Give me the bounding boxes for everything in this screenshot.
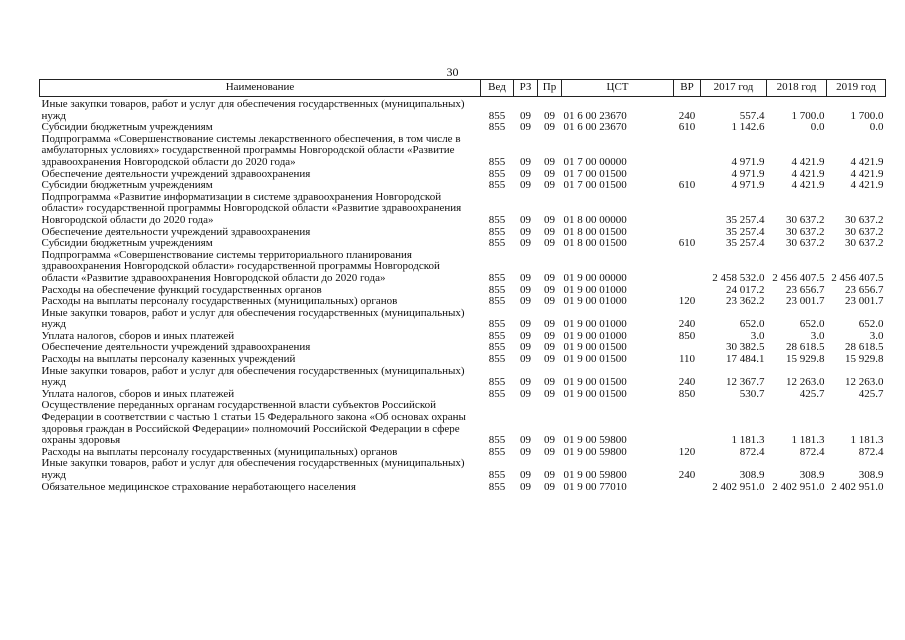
row-cst: 01 9 00 01000	[563, 329, 627, 342]
row-2017: 35 257.4	[726, 213, 765, 226]
row-2019: 308.9	[858, 469, 884, 481]
row-rz: 09	[520, 376, 531, 389]
header-name: Наименование	[40, 80, 481, 97]
row-ved: 855	[488, 318, 506, 331]
row-cst: 01 8 00 01500	[563, 237, 627, 250]
row-pr: 09	[544, 318, 555, 331]
row-rz: 09	[520, 283, 531, 296]
row-2018: 30 637.2	[786, 213, 825, 226]
row-rz: 09	[520, 318, 531, 331]
table-row	[40, 192, 886, 227]
row-2018: 15 929.8	[786, 353, 825, 366]
table-row	[40, 134, 886, 169]
row-2019: 1 700.0	[850, 109, 884, 122]
row-2018: 4 421.9	[791, 155, 825, 168]
row-name: Субсидии бюджетным учреждениям	[41, 237, 213, 250]
row-vr	[674, 250, 701, 285]
row-name: Субсидии бюджетным учреждениям	[41, 179, 213, 192]
row-ved: 855	[488, 179, 506, 192]
row-ved: 855	[488, 434, 506, 447]
row-2017: 4 971.9	[731, 167, 765, 180]
row-cst: 01 9 00 01500	[563, 341, 627, 354]
row-2018: 652.0	[799, 318, 825, 331]
row-rz: 09	[520, 109, 531, 122]
row-vr: 120	[678, 445, 696, 458]
row-2017: 872.4	[739, 445, 765, 458]
row-2018: 23 001.7	[786, 295, 825, 308]
row-pr: 09	[544, 271, 555, 284]
row-pr: 09	[544, 434, 555, 447]
table-row	[40, 97, 886, 123]
row-rz: 09	[520, 387, 531, 400]
row-2019: 30 637.2	[845, 213, 884, 226]
row-2019: 2 402 951.0	[831, 480, 884, 493]
row-2018: 2 456 407.5	[772, 271, 825, 284]
row-cst: 01 9 00 59800	[563, 445, 627, 458]
table-row	[40, 482, 886, 494]
row-2019: 3.0	[869, 329, 884, 342]
row-ved: 855	[488, 329, 506, 342]
row-rz: 09	[520, 480, 531, 493]
row-rz: 09	[520, 155, 531, 168]
table-row	[40, 366, 886, 389]
row-vr: 610	[678, 121, 696, 134]
row-vr: 110	[678, 353, 696, 366]
row-pr: 09	[544, 121, 555, 134]
row-name: Расходы на выплаты персоналу казенных учреждений	[41, 353, 296, 366]
header-cst: ЦСТ	[562, 80, 674, 97]
row-2018: 23 656.7	[786, 283, 825, 296]
row-cst: 01 9 00 59800	[563, 469, 627, 481]
row-rz: 09	[520, 353, 531, 366]
row-rz: 09	[520, 179, 531, 192]
row-name: Иные закупки товаров, работ и услуг для обеспечения государственных (муниципальных) нужд	[41, 306, 465, 331]
row-ved: 855	[488, 155, 506, 168]
row-vr: 610	[678, 237, 696, 250]
table-row	[40, 180, 886, 192]
row-2018: 30 637.2	[786, 225, 825, 238]
row-2018: 28 618.5	[786, 341, 825, 354]
row-cst: 01 7 00 01500	[563, 167, 627, 180]
row-ved: 855	[488, 469, 506, 481]
row-2018: 3.0	[810, 329, 825, 342]
row-2018: 0.0	[810, 121, 825, 134]
row-vr	[674, 482, 701, 494]
row-ved: 855	[488, 295, 506, 308]
row-2019: 652.0	[858, 318, 884, 331]
table-row	[40, 400, 886, 446]
row-vr: 240	[678, 109, 696, 122]
row-cst: 01 7 00 01500	[563, 179, 627, 192]
row-cst: 01 7 00 00000	[563, 155, 627, 168]
budget-table	[39, 79, 886, 493]
row-2019: 4 421.9	[850, 155, 884, 168]
row-pr: 09	[544, 237, 555, 250]
row-vr: 610	[678, 179, 696, 192]
row-pr: 09	[544, 167, 555, 180]
row-ved: 855	[488, 353, 506, 366]
row-cst: 01 9 00 01500	[563, 353, 627, 366]
row-2017: 35 257.4	[726, 237, 765, 250]
row-2018: 1 700.0	[791, 109, 825, 122]
row-vr	[674, 192, 701, 227]
row-ved: 855	[488, 121, 506, 134]
row-name: Иные закупки товаров, работ и услуг для обеспечения государственных (муниципальных) нужд	[41, 364, 465, 389]
row-cst: 01 9 00 01500	[563, 376, 627, 389]
row-2017: 530.7	[739, 387, 765, 400]
row-2017: 35 257.4	[726, 225, 765, 238]
row-rz: 09	[520, 121, 531, 134]
row-2019: 425.7	[858, 387, 884, 400]
row-ved: 855	[488, 271, 506, 284]
row-2017: 1 181.3	[731, 434, 765, 447]
row-2019: 23 001.7	[845, 295, 884, 308]
row-pr: 09	[544, 353, 555, 366]
row-2018: 4 421.9	[791, 167, 825, 180]
row-pr: 09	[544, 155, 555, 168]
row-rz: 09	[520, 225, 531, 238]
row-2018: 872.4	[799, 445, 825, 458]
row-cst: 01 9 00 01000	[563, 283, 627, 296]
row-ved: 855	[488, 167, 506, 180]
row-rz: 09	[520, 237, 531, 250]
row-2019: 872.4	[858, 445, 884, 458]
page-number: 30	[446, 65, 459, 79]
row-name: Расходы на выплаты персоналу государственных (муниципальных) органов	[41, 445, 398, 458]
row-ved: 855	[488, 237, 506, 250]
row-2018: 2 402 951.0	[772, 480, 825, 493]
row-ved: 855	[488, 387, 506, 400]
table-row	[40, 296, 886, 308]
table-row	[40, 458, 886, 481]
row-2018: 4 421.9	[791, 179, 825, 192]
row-vr: 120	[678, 295, 696, 308]
row-name: Обеспечение деятельности учреждений здравоохранения	[41, 167, 311, 180]
row-cst: 01 9 00 01000	[563, 318, 627, 331]
row-vr	[674, 134, 701, 169]
header-ved: Вед	[481, 80, 514, 97]
row-ved: 855	[488, 225, 506, 238]
row-2019: 23 656.7	[845, 283, 884, 296]
row-name: Уплата налогов, сборов и иных платежей	[41, 387, 235, 400]
row-name: Расходы на обеспечение функций государственных органов	[41, 283, 322, 296]
row-rz: 09	[520, 271, 531, 284]
row-2017: 308.9	[739, 469, 765, 481]
row-pr: 09	[544, 213, 555, 226]
row-2018: 1 181.3	[791, 434, 825, 447]
row-2017: 2 402 951.0	[712, 480, 765, 493]
table-header	[40, 80, 886, 97]
row-pr: 09	[544, 445, 555, 458]
row-name: Обязательное медицинское страхование неработающего населения	[41, 480, 356, 493]
row-pr: 09	[544, 283, 555, 296]
row-rz: 09	[520, 329, 531, 342]
row-2017: 3.0	[750, 329, 765, 342]
row-name: Подпрограмма «Развитие информатизации в системе здравоохранения Новгородской области» государственной программы Новгородской области «Развитие здравоохранения Новгородской области до 2020 года»	[41, 190, 462, 226]
row-pr: 09	[544, 179, 555, 192]
row-vr: 850	[678, 387, 696, 400]
row-pr: 09	[544, 109, 555, 122]
row-cst: 01 9 00 77010	[563, 480, 627, 493]
row-vr: 240	[678, 318, 696, 331]
row-ved: 855	[488, 480, 506, 493]
row-pr: 09	[544, 341, 555, 354]
row-2019: 2 456 407.5	[831, 271, 884, 284]
row-2017: 30 382.5	[726, 341, 765, 354]
row-2017: 1 142.6	[731, 121, 765, 134]
row-name: Обеспечение деятельности учреждений здравоохранения	[41, 225, 311, 238]
row-pr: 09	[544, 480, 555, 493]
table-body	[40, 97, 886, 494]
row-rz: 09	[520, 295, 531, 308]
header-2019: 2019 год	[827, 80, 886, 97]
row-2019: 28 618.5	[845, 341, 884, 354]
row-cst: 01 6 00 23670	[563, 121, 627, 134]
header-vr: ВР	[674, 80, 701, 97]
row-2018: 12 263.0	[786, 376, 825, 389]
row-ved: 855	[488, 341, 506, 354]
row-2017: 23 362.2	[726, 295, 765, 308]
row-rz: 09	[520, 434, 531, 447]
row-name: Иные закупки товаров, работ и услуг для обеспечения государственных (муниципальных) нужд	[41, 98, 465, 122]
row-pr: 09	[544, 376, 555, 389]
row-cst: 01 9 00 01000	[563, 295, 627, 308]
row-rz: 09	[520, 469, 531, 481]
row-pr: 09	[544, 469, 555, 481]
row-vr	[674, 400, 701, 446]
table-row	[40, 354, 886, 366]
row-2019: 4 421.9	[850, 179, 884, 192]
row-name: Субсидии бюджетным учреждениям	[41, 121, 213, 134]
row-2017: 557.4	[739, 109, 765, 122]
row-rz: 09	[520, 341, 531, 354]
row-pr: 09	[544, 387, 555, 400]
row-ved: 855	[488, 109, 506, 122]
row-rz: 09	[520, 213, 531, 226]
row-cst: 01 8 00 01500	[563, 225, 627, 238]
row-name: Осуществление переданных органам государственной власти субъектов Российской Федерации в соответствии с частью 1 статьи 15 Федерального закона «Об основах охраны здоровья граждан в Российской Федерации» полномочий Российской Федерации в сфере охраны здоровья	[41, 399, 466, 447]
row-pr: 09	[544, 329, 555, 342]
table-row	[40, 238, 886, 250]
row-name: Иные закупки товаров, работ и услуг для обеспечения государственных (муниципальных) нужд	[41, 457, 465, 481]
row-2019: 30 637.2	[845, 237, 884, 250]
row-name: Подпрограмма «Совершенствование системы лекарственного обеспечения, в том числе в амбулаторных условиях» государственной программы Новгородской области «Развитие здравоохранения Новгородской области до 2020 года»	[41, 132, 461, 168]
row-2019: 15 929.8	[845, 353, 884, 366]
table-row	[40, 308, 886, 331]
row-pr: 09	[544, 225, 555, 238]
row-ved: 855	[488, 283, 506, 296]
table-row	[40, 250, 886, 285]
row-cst: 01 9 00 59800	[563, 434, 627, 447]
row-cst: 01 6 00 23670	[563, 109, 627, 122]
row-name: Расходы на выплаты персоналу государственных (муниципальных) органов	[41, 295, 398, 308]
header-2018: 2018 год	[767, 80, 827, 97]
header-pr: Пр	[538, 80, 562, 97]
row-2017: 17 484.1	[726, 353, 765, 366]
row-cst: 01 9 00 01500	[563, 387, 627, 400]
row-pr: 09	[544, 295, 555, 308]
row-2017: 2 458 532.0	[712, 271, 765, 284]
row-2019: 12 263.0	[845, 376, 884, 389]
row-2019: 1 181.3	[850, 434, 884, 447]
row-name: Уплата налогов, сборов и иных платежей	[41, 329, 235, 342]
row-2019: 30 637.2	[845, 225, 884, 238]
row-vr: 240	[678, 376, 696, 389]
header-rz: РЗ	[514, 80, 538, 97]
row-2017: 4 971.9	[731, 179, 765, 192]
row-2018: 30 637.2	[786, 237, 825, 250]
row-2017: 24 017.2	[726, 283, 765, 296]
row-ved: 855	[488, 376, 506, 389]
header-2017: 2017 год	[701, 80, 767, 97]
header-row	[40, 80, 886, 97]
row-vr: 240	[678, 469, 696, 481]
row-2017: 652.0	[739, 318, 765, 331]
row-vr: 850	[678, 329, 696, 342]
row-2018: 308.9	[799, 469, 825, 481]
row-rz: 09	[520, 445, 531, 458]
row-name: Подпрограмма «Совершенствование системы территориального планирования здравоохранения Новгородской области» государственной программы Новгородской области «Развитие здравоохранения Новгородской области до 2020 года»	[41, 248, 440, 284]
row-2019: 4 421.9	[850, 167, 884, 180]
row-2017: 4 971.9	[731, 155, 765, 168]
row-ved: 855	[488, 213, 506, 226]
row-name: Обеспечение деятельности учреждений здравоохранения	[41, 341, 311, 354]
row-ved: 855	[488, 445, 506, 458]
row-rz: 09	[520, 167, 531, 180]
row-cst: 01 9 00 00000	[563, 271, 627, 284]
row-2017: 12 367.7	[726, 376, 765, 389]
row-2018: 425.7	[799, 387, 825, 400]
row-cst: 01 8 00 00000	[563, 213, 627, 226]
row-2019: 0.0	[869, 121, 884, 134]
